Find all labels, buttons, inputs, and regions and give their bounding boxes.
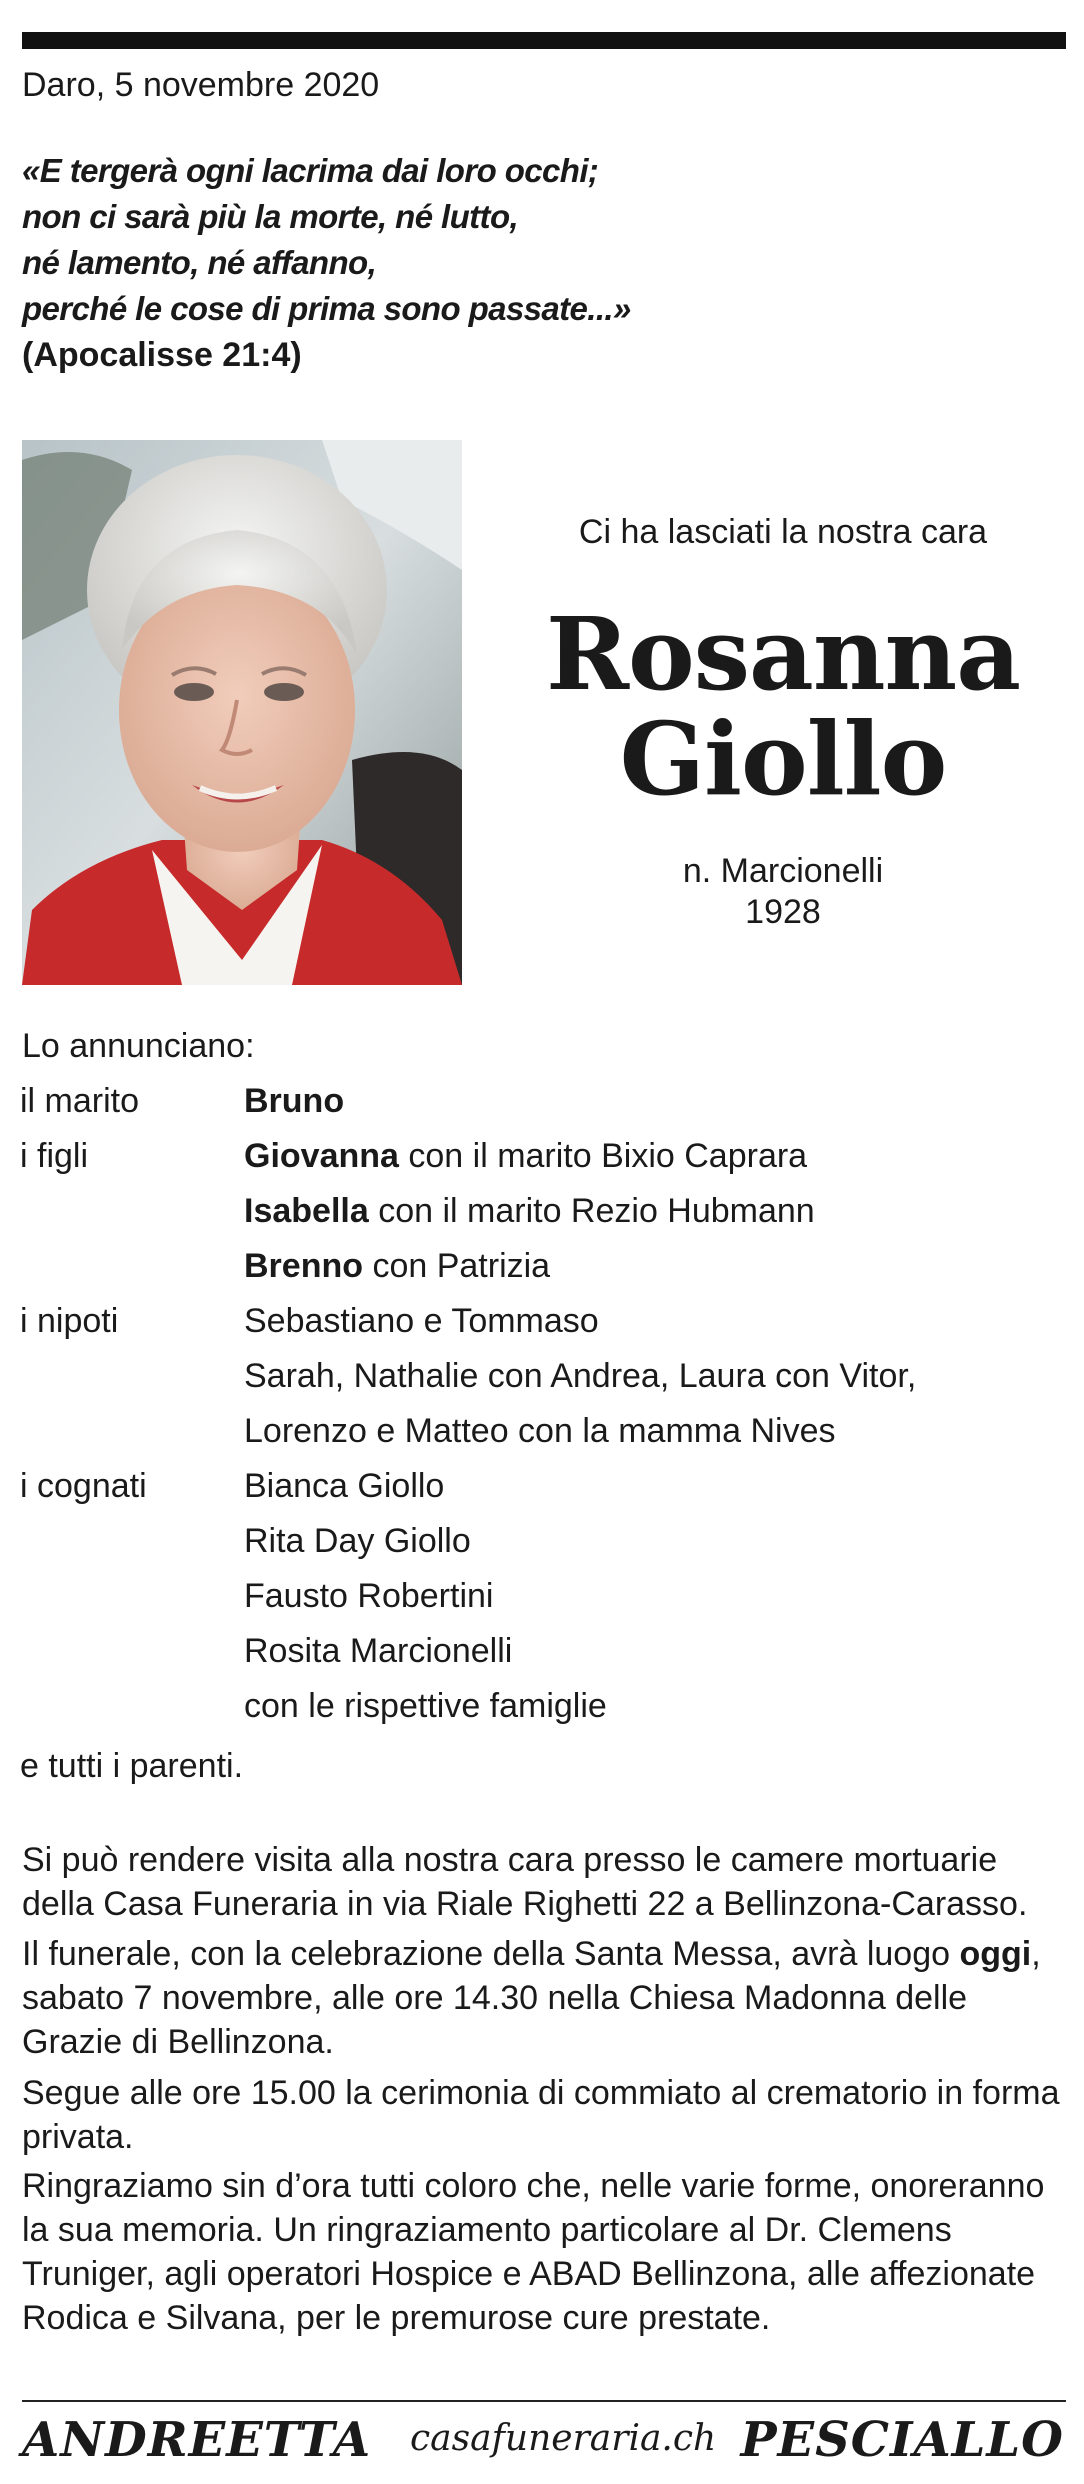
relation-label: i nipoti — [20, 1302, 119, 1340]
funeral-home-right: PESCIALLO — [740, 2412, 1064, 2468]
thanks-paragraph: Ringraziamo sin d’ora tutti coloro che, nelle varie forme, onoreranno la sua memoria. Un ringraziamento particolare al Dr. Clemens Truniger, agli operatori Hospice e ABAD Bellinzona, alle affezionate Rodica e Silvana, per le premurose cure prestate. — [22, 2167, 1045, 2337]
announcer-entry: Brenno con Patrizia — [244, 1247, 551, 1285]
footer-rule — [22, 2400, 1066, 2402]
announcer-entry: Bianca Giollo — [244, 1467, 445, 1505]
announcer-entry: con le rispettive famiglie — [244, 1687, 607, 1725]
bible-quote — [22, 148, 631, 332]
quote-line: «E tergerà ogni lacrima dai loro occhi; — [22, 152, 599, 189]
announcer-entry: Fausto Robertini — [244, 1577, 494, 1615]
announcer-entry: Sebastiano e Tommaso — [244, 1302, 599, 1340]
portrait-photo — [22, 440, 462, 985]
quote-line: né lamento, né affanno, — [22, 244, 377, 281]
birth-year: 1928 — [745, 893, 821, 931]
intro-text: Ci ha lasciati la nostra cara — [578, 513, 988, 551]
relation-label: il marito — [20, 1082, 140, 1120]
announcer-entry: Giovanna con il marito Bixio Caprara — [244, 1137, 808, 1175]
closing-relatives: e tutti i parenti. — [20, 1747, 244, 1785]
quote-line: non ci sarà più la morte, né lutto, — [22, 198, 519, 235]
dateline: Daro, 5 novembre 2020 — [22, 66, 380, 104]
cremation-paragraph: Segue alle ore 15.00 la cerimonia di commiato al crematorio in forma privata. — [22, 2074, 1060, 2156]
funeral-paragraph: Il funerale, con la celebrazione della Santa Messa, avrà luogo oggi, sabato 7 novembre, alle ore 14.30 nella Chiesa Madonna delle Grazie di Bellinzona. — [22, 1935, 1041, 2061]
relation-label: i cognati — [20, 1467, 147, 1505]
quote-line: perché le cose di prima sono passate...» — [22, 290, 631, 327]
announcer-entry: Bruno — [244, 1082, 345, 1120]
relation-label: i figli — [20, 1137, 89, 1175]
announcer-entry: Lorenzo e Matteo con la mamma Nives — [244, 1412, 836, 1450]
announcer-entry: Isabella con il marito Rezio Hubmann — [244, 1192, 815, 1230]
announcer-entry: Rosita Marcionelli — [244, 1632, 513, 1670]
top-rule — [22, 32, 1066, 49]
announcer-entry: Sarah, Nathalie con Andrea, Laura con Vitor, — [244, 1357, 917, 1395]
deceased-last-name: Giollo — [619, 700, 947, 818]
funeral-home-website: casafuneraria.ch — [410, 2418, 717, 2459]
quote-source: (Apocalisse 21:4) — [22, 336, 302, 374]
visit-paragraph: Si può rendere visita alla nostra cara presso le camere mortuarie della Casa Funeraria in via Riale Righetti 22 a Bellinzona-Carasso. — [22, 1841, 1028, 1923]
maiden-name: n. Marcionelli — [682, 852, 884, 890]
deceased-first-name: Rosanna — [545, 595, 1021, 713]
announcer-entry: Rita Day Giollo — [244, 1522, 471, 1560]
funeral-home-left: ANDREETTA — [22, 2412, 372, 2468]
announcers-heading: Lo annunciano: — [22, 1027, 255, 1065]
